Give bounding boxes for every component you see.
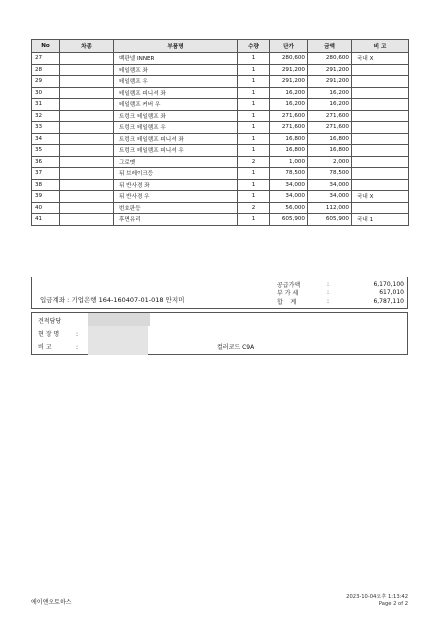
row-no: 41 — [32, 214, 60, 226]
row-part: 백판넬 INNER — [114, 53, 238, 65]
info-box — [31, 312, 408, 355]
row-car — [60, 214, 114, 226]
supply-row: 공급가액 : 6,170,100 — [277, 280, 404, 289]
row-note: 국내 X — [352, 191, 409, 203]
row-no: 27 — [32, 53, 60, 65]
parts-table — [31, 39, 409, 226]
row-note — [352, 76, 409, 88]
row-qty: 1 — [238, 53, 270, 65]
header-note: 비 고 — [352, 40, 409, 53]
row-note — [352, 87, 409, 99]
row-unit-price: 34,000 — [270, 191, 308, 203]
row-part: 테일램프 좌 — [114, 64, 238, 76]
note-label: 비 고 — [38, 344, 52, 351]
estimator-row — [38, 316, 76, 325]
table-row — [32, 122, 409, 134]
row-note — [352, 133, 409, 145]
color-code: 컬러코드 C9A — [217, 344, 255, 351]
row-part: 테일램프 우 — [114, 76, 238, 88]
header-part: 부품명 — [114, 40, 238, 53]
row-qty: 1 — [238, 145, 270, 157]
row-qty: 1 — [238, 122, 270, 134]
table-row — [32, 76, 409, 88]
row-no: 34 — [32, 133, 60, 145]
row-unit-price: 280,600 — [270, 53, 308, 65]
row-no: 28 — [32, 64, 60, 76]
row-amount: 2,000 — [308, 156, 352, 168]
table-header-row — [32, 40, 409, 53]
row-car — [60, 64, 114, 76]
row-note: 국내 X — [352, 53, 409, 65]
row-unit-price: 1,000 — [270, 156, 308, 168]
total-value: 6,787,110 — [373, 297, 404, 305]
row-amount: 34,000 — [308, 179, 352, 191]
table-row — [32, 168, 409, 180]
row-note — [352, 145, 409, 157]
table-row — [32, 87, 409, 99]
table-row — [32, 156, 409, 168]
footer-page: Page 2 of 2 — [378, 601, 408, 607]
footer-datetime: 2023-10-04오후 1:13:42 — [346, 594, 408, 600]
row-note — [352, 122, 409, 134]
row-no: 40 — [32, 202, 60, 214]
payment-account: 입금계좌 : 기업은행 164-160407-01-018 안지미 — [40, 296, 185, 304]
row-qty: 1 — [238, 191, 270, 203]
row-qty: 1 — [238, 76, 270, 88]
row-qty: 1 — [238, 168, 270, 180]
row-note — [352, 179, 409, 191]
row-unit-price: 291,200 — [270, 64, 308, 76]
row-amount: 16,800 — [308, 133, 352, 145]
row-no: 35 — [32, 145, 60, 157]
vat-row: 부 가 세 : 617,010 — [277, 289, 404, 298]
table-row — [32, 202, 409, 214]
row-no: 33 — [32, 122, 60, 134]
row-car — [60, 122, 114, 134]
row-qty: 1 — [238, 99, 270, 111]
row-amount: 16,200 — [308, 87, 352, 99]
row-car — [60, 179, 114, 191]
row-car — [60, 202, 114, 214]
row-car — [60, 156, 114, 168]
row-no: 36 — [32, 156, 60, 168]
row-note: 국내 1 — [352, 214, 409, 226]
row-amount: 291,200 — [308, 64, 352, 76]
row-part: 테일램프 피니셔 좌 — [114, 87, 238, 99]
row-part: 트렁크 테일램프 피니셔 좌 — [114, 133, 238, 145]
row-unit-price: 605,900 — [270, 214, 308, 226]
row-qty: 1 — [238, 87, 270, 99]
row-qty: 1 — [238, 179, 270, 191]
supply-label: 공급가액 — [277, 281, 301, 289]
table-row — [32, 99, 409, 111]
row-part: 후면유리 — [114, 214, 238, 226]
row-note — [352, 64, 409, 76]
row-unit-price: 271,600 — [270, 110, 308, 122]
table-row — [32, 179, 409, 191]
row-amount: 16,800 — [308, 145, 352, 157]
row-unit-price: 291,200 — [270, 76, 308, 88]
table-row — [32, 191, 409, 203]
row-part: 번호판등 — [114, 202, 238, 214]
row-amount: 78,500 — [308, 168, 352, 180]
row-no: 31 — [32, 99, 60, 111]
row-qty: 1 — [238, 110, 270, 122]
row-unit-price: 16,200 — [270, 99, 308, 111]
table-row — [32, 214, 409, 226]
row-unit-price: 16,800 — [270, 133, 308, 145]
header-qty: 수량 — [238, 40, 270, 53]
row-no: 29 — [32, 76, 60, 88]
table-row — [32, 53, 409, 65]
row-amount: 271,600 — [308, 110, 352, 122]
totals — [277, 280, 404, 306]
row-note — [352, 110, 409, 122]
redacted-estimator — [88, 313, 150, 326]
site-row: 현 장 명 : — [38, 331, 79, 338]
estimator-label: 견적담당 — [38, 318, 62, 325]
row-part: 트렁크 테일램프 우 — [114, 122, 238, 134]
summary-box — [31, 277, 408, 309]
row-car — [60, 168, 114, 180]
row-car — [60, 76, 114, 88]
vat-value: 617,010 — [379, 289, 404, 297]
note-row: 비 고 : — [38, 344, 79, 351]
header-no: No — [32, 40, 60, 53]
row-amount: 34,000 — [308, 191, 352, 203]
redacted-site — [88, 326, 148, 355]
table-row — [32, 145, 409, 157]
footer-meta — [346, 594, 408, 608]
row-qty: 1 — [238, 214, 270, 226]
row-car — [60, 110, 114, 122]
row-part: 뒤 반사경 우 — [114, 191, 238, 203]
row-qty: 1 — [238, 133, 270, 145]
row-car — [60, 99, 114, 111]
row-part: 테일램프 커버 우 — [114, 99, 238, 111]
row-no: 39 — [32, 191, 60, 203]
row-amount: 291,200 — [308, 76, 352, 88]
row-note — [352, 202, 409, 214]
row-no: 30 — [32, 87, 60, 99]
footer-company: 에이앤오토하스 — [31, 599, 72, 606]
row-car — [60, 145, 114, 157]
row-car — [60, 87, 114, 99]
vat-label: 부 가 세 — [277, 290, 299, 298]
table-row — [32, 64, 409, 76]
row-amount: 112,000 — [308, 202, 352, 214]
table-row — [32, 110, 409, 122]
total-label: 합 계 — [277, 298, 297, 306]
row-qty: 2 — [238, 156, 270, 168]
row-unit-price: 271,600 — [270, 122, 308, 134]
row-part: 뒤 브레이크등 — [114, 168, 238, 180]
row-amount: 280,600 — [308, 53, 352, 65]
row-car — [60, 191, 114, 203]
table-body — [32, 53, 409, 226]
header-car: 차종 — [60, 40, 114, 53]
row-qty: 1 — [238, 64, 270, 76]
supply-value: 6,170,100 — [373, 280, 404, 288]
row-part: 뒤 반사경 좌 — [114, 179, 238, 191]
row-unit-price: 16,800 — [270, 145, 308, 157]
site-label: 현 장 명 — [38, 331, 60, 338]
row-part: 트렁크 테일램프 좌 — [114, 110, 238, 122]
row-amount: 605,900 — [308, 214, 352, 226]
row-car — [60, 133, 114, 145]
row-note — [352, 99, 409, 111]
row-part: 그로멧 — [114, 156, 238, 168]
row-part: 트렁크 테일램프 피니셔 우 — [114, 145, 238, 157]
table-row — [32, 133, 409, 145]
header-unit-price: 단가 — [270, 40, 308, 53]
total-row: 합 계 : 6,787,110 — [277, 297, 404, 306]
row-unit-price: 16,200 — [270, 87, 308, 99]
row-no: 32 — [32, 110, 60, 122]
row-unit-price: 78,500 — [270, 168, 308, 180]
row-amount: 271,600 — [308, 122, 352, 134]
row-note — [352, 156, 409, 168]
header-amount: 금액 — [308, 40, 352, 53]
row-note — [352, 168, 409, 180]
row-unit-price: 34,000 — [270, 179, 308, 191]
row-unit-price: 56,000 — [270, 202, 308, 214]
row-amount: 16,200 — [308, 99, 352, 111]
row-car — [60, 53, 114, 65]
row-no: 38 — [32, 179, 60, 191]
row-qty: 2 — [238, 202, 270, 214]
row-no: 37 — [32, 168, 60, 180]
